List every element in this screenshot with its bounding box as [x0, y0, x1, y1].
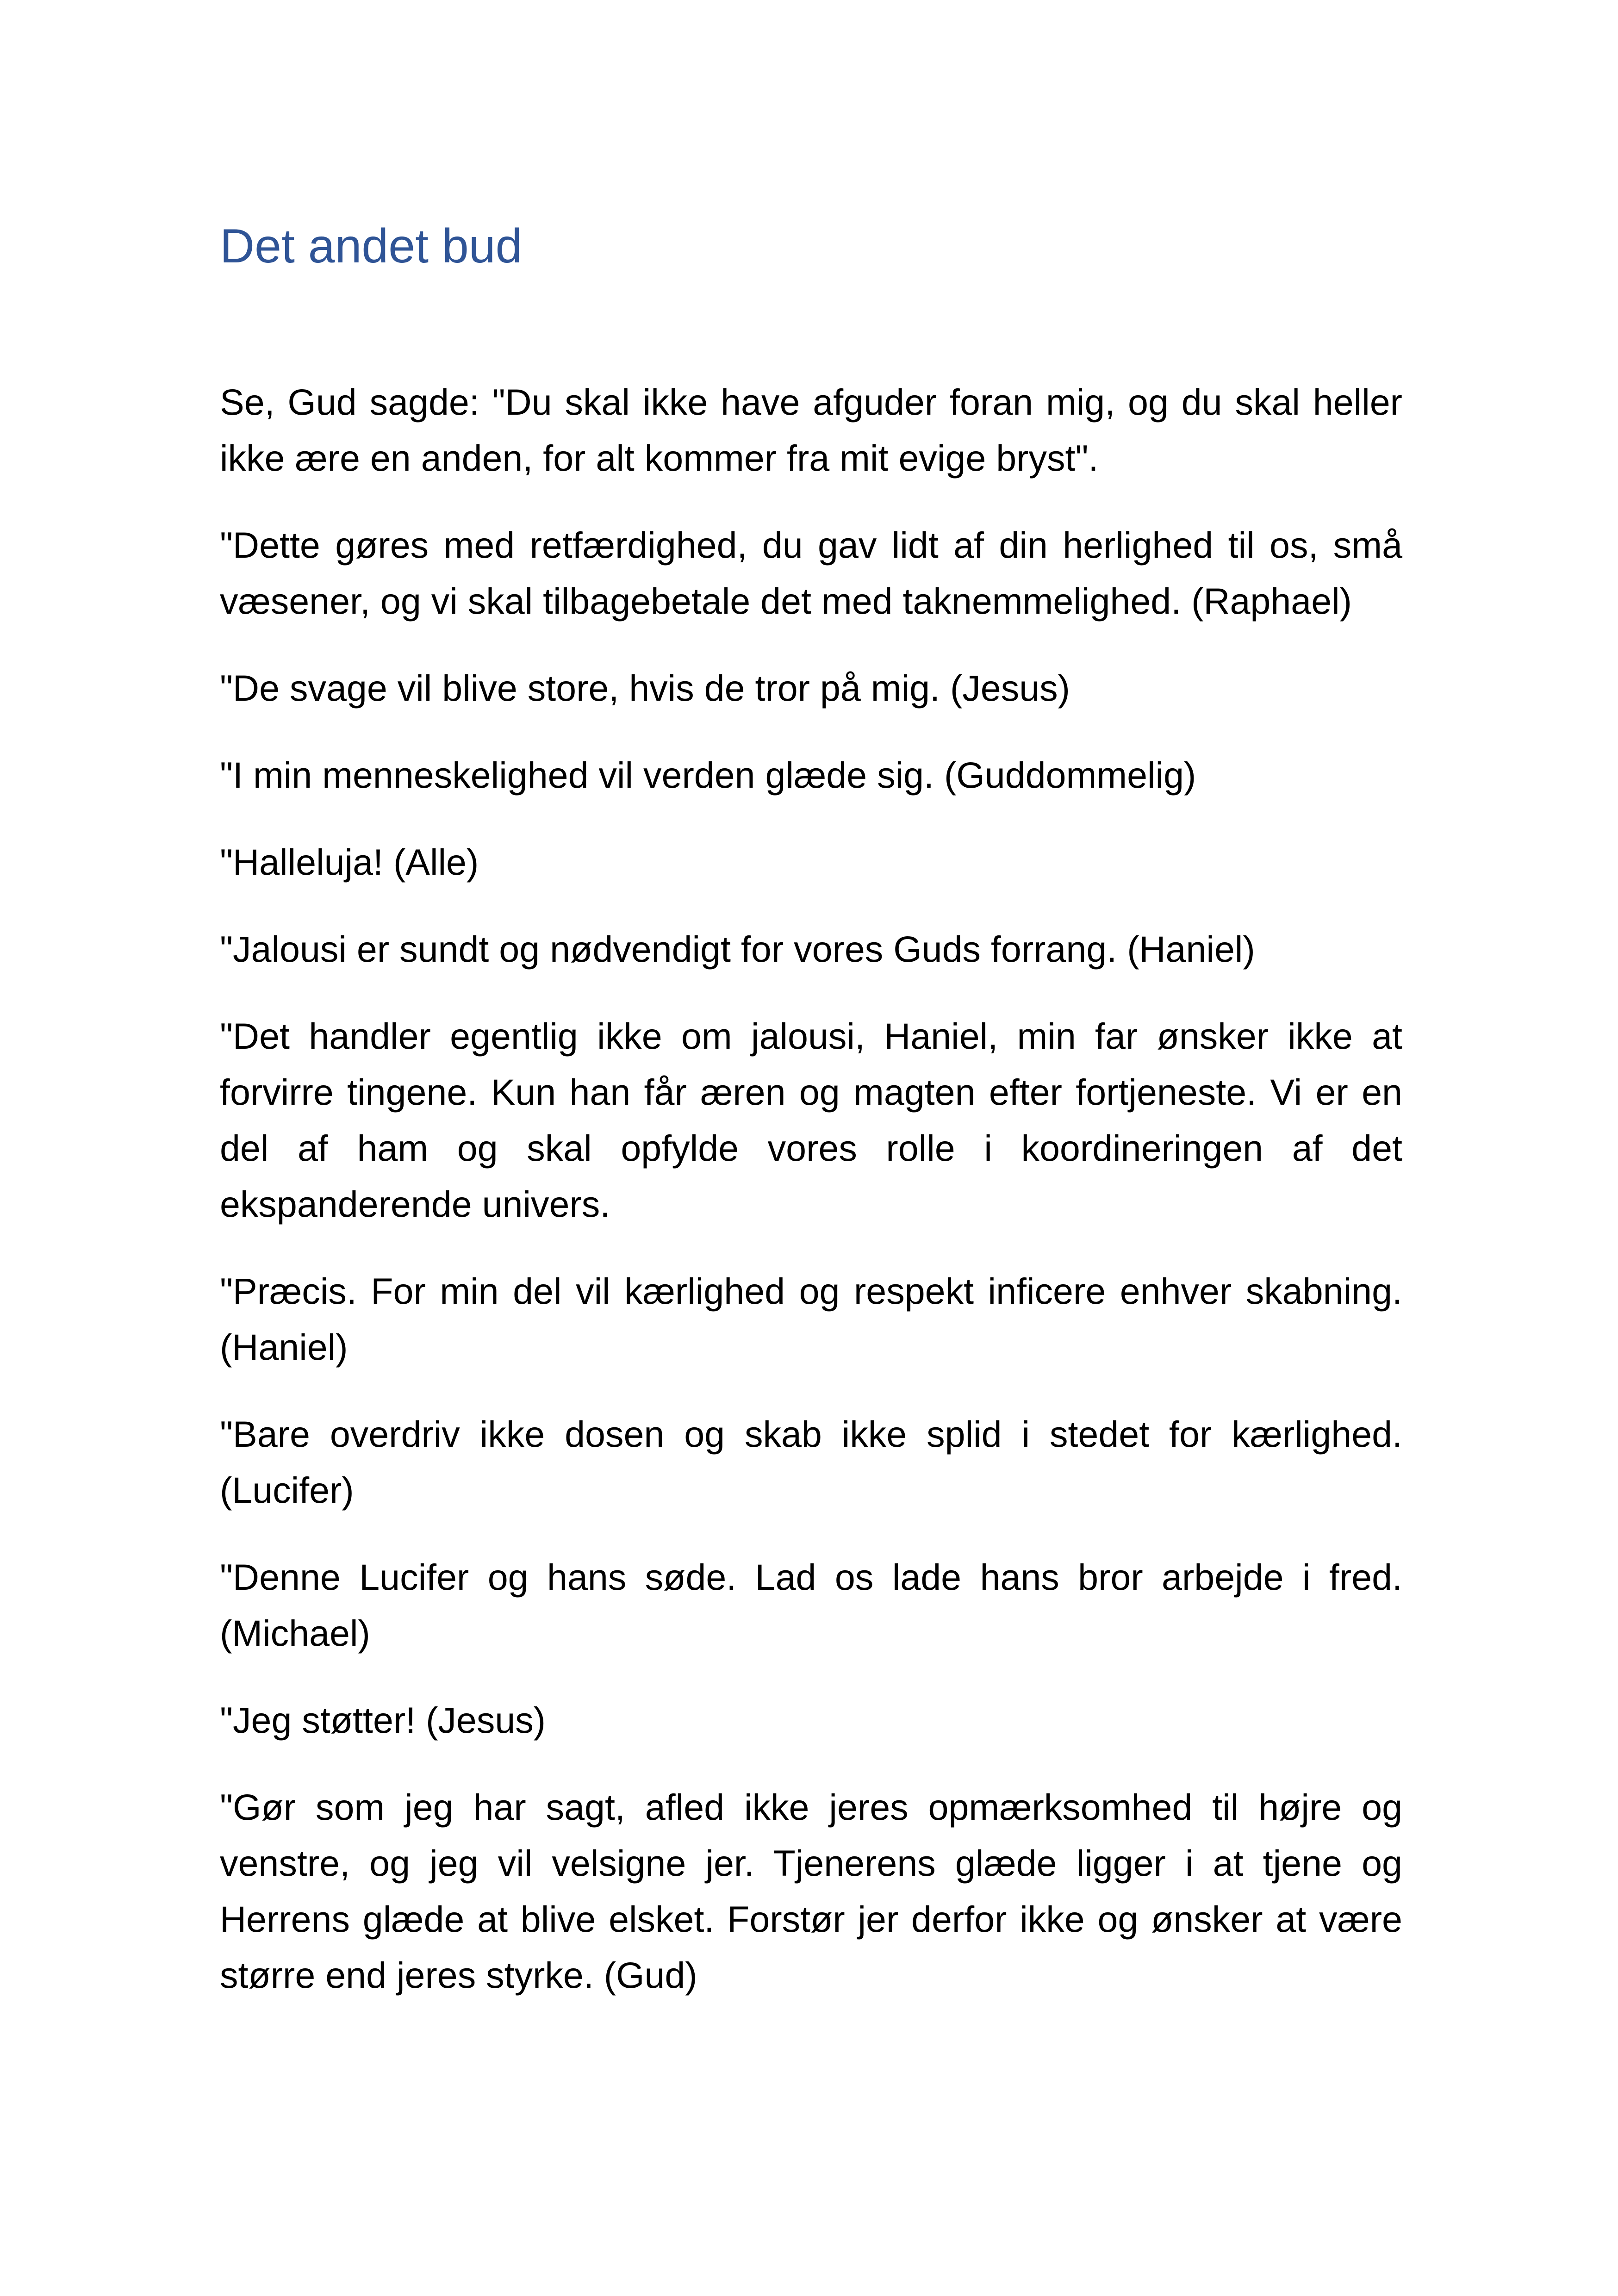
- paragraph: "Halleluja! (Alle): [220, 841, 479, 883]
- paragraph: "De svage vil blive store, hvis de tror på mig. (Jesus): [220, 667, 1070, 709]
- paragraph: "Jeg støtter! (Jesus): [220, 1699, 546, 1741]
- paragraph: "Præcis. For min del vil kærlighed og respekt inficere enhver skabning. (Haniel): [220, 1270, 1402, 1368]
- document-body: [220, 374, 1402, 2034]
- paragraph: "Gør som jeg har sagt, afled ikke jeres opmærksomhed til højre og venstre, og jeg vil velsigne jer. Tjenerens glæde ligger i at tjene og Herrens glæde at blive elsket. Forstør jer derfor ikke og ønsker at være større end jeres styrke. (Gud): [220, 1786, 1402, 1996]
- paragraph: Se, Gud sagde: "Du skal ikke have afguder foran mig, og du skal heller ikke ære en anden, for alt kommer fra mit evige bryst".: [220, 381, 1402, 479]
- paragraph: "Denne Lucifer og hans søde. Lad os lade hans bror arbejde i fred. (Michael): [220, 1556, 1402, 1654]
- paragraph: "Dette gøres med retfærdighed, du gav lidt af din herlighed til os, små væsener, og vi skal tilbagebetale det med taknemmelighed. (Raphael): [220, 524, 1402, 622]
- paragraph: "Bare overdriv ikke dosen og skab ikke splid i stedet for kærlighed. (Lucifer): [220, 1413, 1402, 1511]
- paragraph: "I min menneskelighed vil verden glæde sig. (Guddommelig): [220, 754, 1196, 796]
- page-title: Det andet bud: [220, 219, 523, 273]
- paragraph: "Det handler egentlig ikke om jalousi, Haniel, min far ønsker ikke at forvirre tingene. Kun han får æren og magten efter fortjeneste. Vi er en del af ham og skal opfylde vores rolle i koordineringen af det ekspanderende univers.: [220, 1015, 1402, 1225]
- paragraph: "Jalousi er sundt og nødvendigt for vores Guds forrang. (Haniel): [220, 928, 1255, 970]
